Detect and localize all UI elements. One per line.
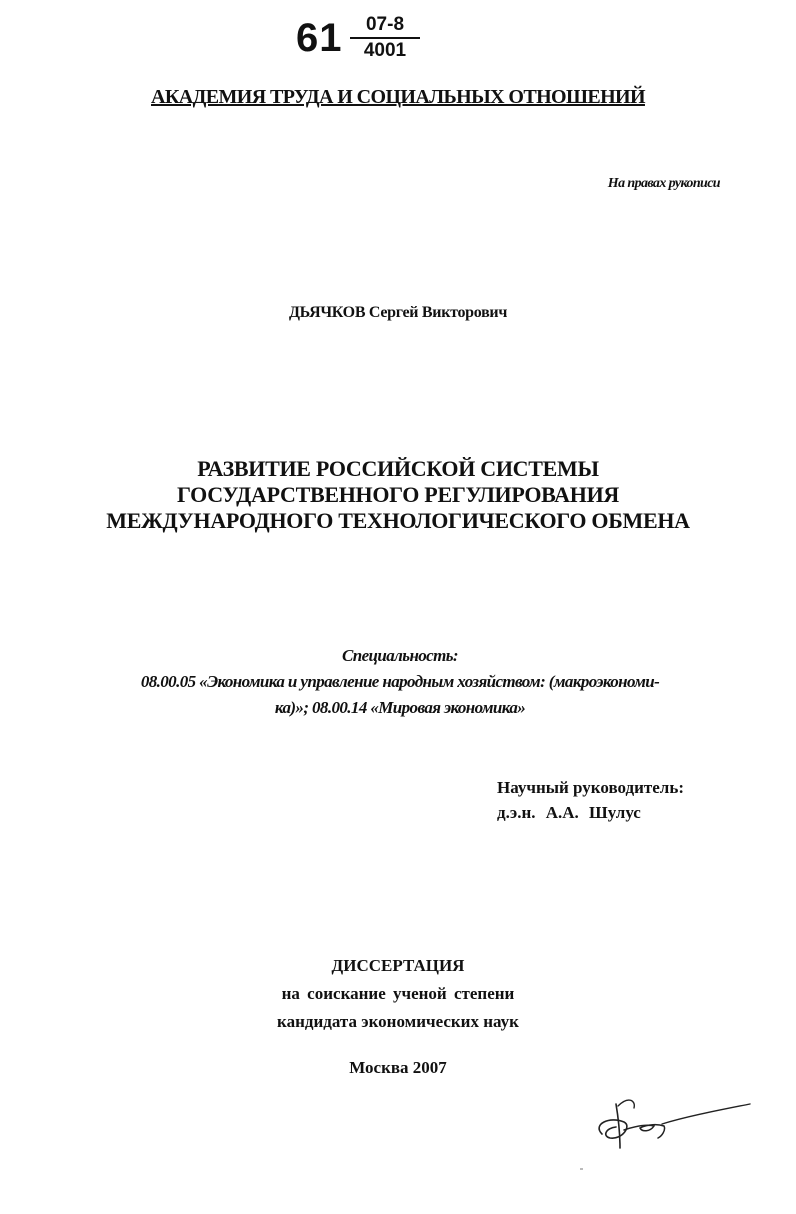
- scan-speck: [580, 1168, 583, 1170]
- degree-heading: ДИССЕРТАЦИЯ: [331, 956, 465, 975]
- title-line: РАЗВИТИЕ РОССИЙСКОЙ СИСТЕМЫ: [197, 456, 599, 481]
- title-line: МЕЖДУНАРОДНОГО ТЕХНОЛОГИЧЕСКОГО ОБМЕНА: [106, 508, 690, 533]
- advisor-label: Научный руководитель:: [497, 778, 684, 797]
- catalog-code-denominator: 4001: [363, 40, 407, 61]
- catalog-code-main: 61: [296, 16, 343, 60]
- degree-line: кандидата экономических наук: [277, 1012, 519, 1031]
- specialty-block: [80, 643, 720, 721]
- degree-line: на соискание ученой степени: [281, 984, 515, 1003]
- city-year: Москва 2007: [349, 1058, 447, 1077]
- dissertation-title: [0, 456, 796, 534]
- catalog-code-numerator: 07-8: [350, 14, 420, 39]
- degree-block: [0, 952, 796, 1036]
- advisor-name: д.э.н. А.А. Шулус: [497, 803, 641, 822]
- institution-name: АКАДЕМИЯ ТРУДА И СОЦИАЛЬНЫХ ОТНОШЕНИЙ: [151, 86, 645, 108]
- manuscript-note: На правах рукописи: [607, 176, 720, 191]
- advisor-block: [497, 775, 684, 825]
- specialty-label: Специальность:: [342, 646, 458, 665]
- author-name: ДЬЯЧКОВ Сергей Викторович: [288, 304, 508, 321]
- specialty-line: 08.00.05 «Экономика и управление народным хозяйством: (макроэкономи-: [140, 672, 660, 691]
- signature-icon: [588, 1090, 758, 1160]
- title-line: ГОСУДАРСТВЕННОГО РЕГУЛИРОВАНИЯ: [177, 482, 619, 507]
- catalog-code-fraction: [350, 14, 420, 63]
- specialty-line: ка)»; 08.00.14 «Мировая экономика»: [274, 698, 526, 717]
